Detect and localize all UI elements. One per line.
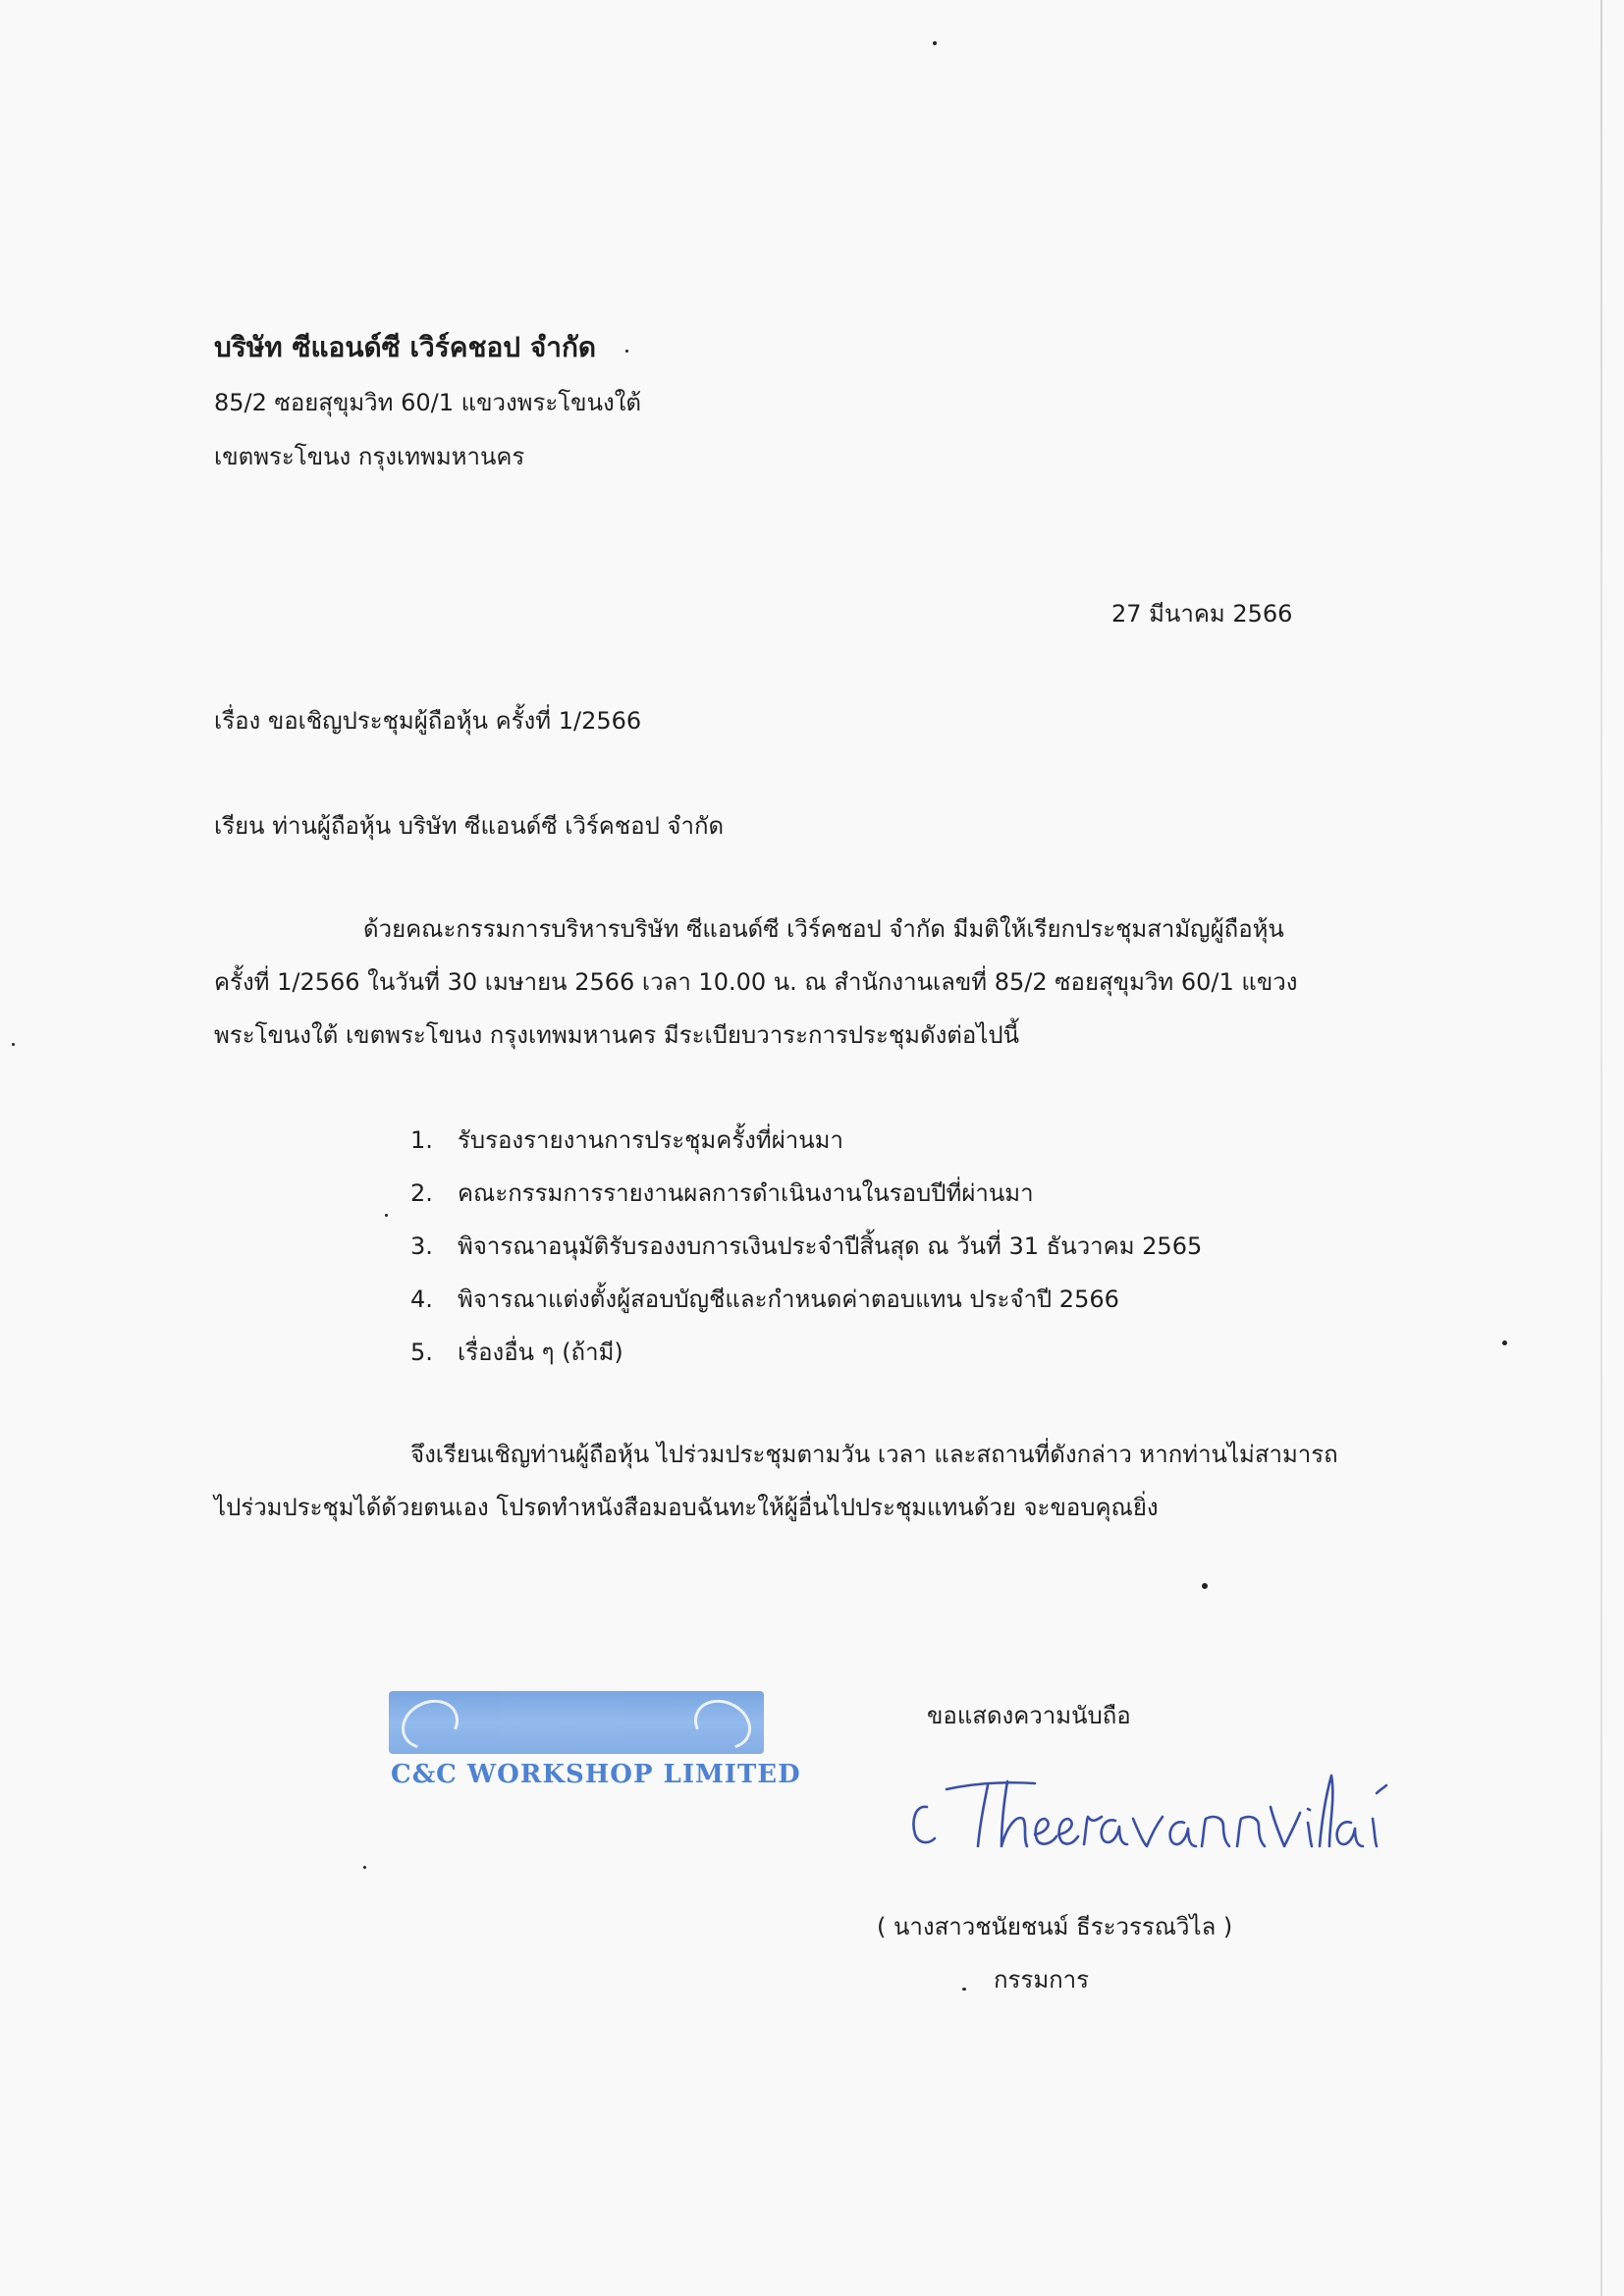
agenda-text: พิจารณาอนุมัติรับรองงบการเงินประจำปีสิ้นสุด ณ วันที่ 31 ธันวาคม 2565 xyxy=(458,1232,1203,1260)
closing-line: จึงเรียนเชิญท่านผู้ถือหุ้น ไปร่วมประชุมตามวัน เวลา และสถานที่ดังกล่าว หากท่านไม่สามารถ xyxy=(410,1441,1338,1468)
signer-name: ( นางสาวชนัยชนม์ ธีระวรรณวิไล ) xyxy=(877,1913,1233,1941)
letter-date: 27 มีนาคม 2566 xyxy=(1111,600,1293,628)
letter-subject: เรื่อง ขอเชิญประชุมผู้ถือหุ้น ครั้งที่ 1/2566 xyxy=(214,707,642,735)
scan-speck xyxy=(385,1214,388,1217)
agenda-text: รับรองรายงานการประชุมครั้งที่ผ่านมา xyxy=(458,1126,843,1154)
scan-speck xyxy=(1502,1340,1507,1345)
intro-line: ครั้งที่ 1/2566 ในวันที่ 30 เมษายน 2566 เวลา 10.00 น. ณ สำนักงานเลขที่ 85/2 ซอยสุขุมวิท 60/1 แขวง xyxy=(214,968,1298,996)
intro-line: ด้วยคณะกรรมการบริหารบริษัท ซีแอนด์ซี เวิร์คชอป จำกัด มีมติให้เรียกประชุมสามัญผู้ถือหุ้น xyxy=(363,915,1284,943)
scroll-ornament-icon xyxy=(394,1691,467,1759)
scan-speck xyxy=(1202,1583,1208,1589)
scan-edge-line xyxy=(1600,0,1602,2296)
scan-speck xyxy=(12,1043,15,1046)
closing-regards: ขอแสดงความนับถือ xyxy=(927,1702,1131,1729)
signer-position: กรรมการ xyxy=(994,1966,1090,1994)
stamp-banner xyxy=(389,1691,764,1754)
agenda-text: เรื่องอื่น ๆ (ถ้ามี) xyxy=(458,1339,623,1366)
agenda-number: 4. xyxy=(410,1285,433,1313)
company-address-line2: เขตพระโขนง กรุงเทพมหานคร xyxy=(214,443,525,470)
intro-line: พระโขนงใต้ เขตพระโขนง กรุงเทพมหานคร มีระเบียบวาระการประชุมดังต่อไปนี้ xyxy=(214,1021,1019,1049)
agenda-number: 1. xyxy=(410,1126,433,1154)
company-stamp xyxy=(389,1691,801,1799)
scan-speck xyxy=(962,1988,966,1991)
company-name: บริษัท ซีแอนด์ซี เวิร์คชอป จำกัด xyxy=(214,331,597,363)
stamp-text: C&C WORKSHOP LIMITED xyxy=(391,1760,801,1789)
scan-speck xyxy=(625,350,628,353)
agenda-text: พิจารณาแต่งตั้งผู้สอบบัญชีและกำหนดค่าตอบแทน ประจำปี 2566 xyxy=(458,1285,1119,1313)
agenda-text: คณะกรรมการรายงานผลการดำเนินงานในรอบปีที่ผ่านมา xyxy=(458,1179,1034,1207)
letter-recipient: เรียน ท่านผู้ถือหุ้น บริษัท ซีแอนด์ซี เวิร์คชอป จำกัด xyxy=(214,812,725,840)
agenda-number: 5. xyxy=(410,1339,433,1366)
handwritten-signature xyxy=(905,1754,1396,1872)
agenda-number: 3. xyxy=(410,1232,433,1260)
scan-speck xyxy=(363,1866,366,1869)
closing-line: ไปร่วมประชุมได้ด้วยตนเอง โปรดทำหนังสือมอบฉันทะให้ผู้อื่นไปประชุมแทนด้วย จะขอบคุณยิ่ง xyxy=(214,1494,1159,1521)
agenda-number: 2. xyxy=(410,1179,433,1207)
company-address-line1: 85/2 ซอยสุขุมวิท 60/1 แขวงพระโขนงใต้ xyxy=(214,389,642,416)
scan-speck xyxy=(933,41,937,45)
scroll-ornament-icon xyxy=(686,1691,760,1759)
